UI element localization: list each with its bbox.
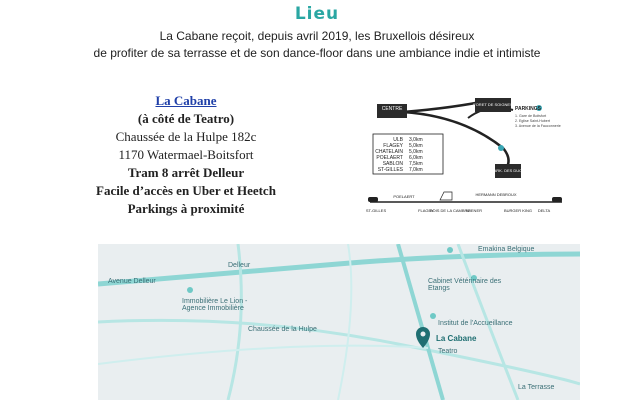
svg-text:7,0km: 7,0km [409,167,423,173]
map-label: Avenue Delleur [108,278,156,285]
car-icon [552,197,562,202]
venue-tram: Tram 8 arrêt Delleur [127,165,245,180]
forest-label: FORET DE SOIGNES [473,102,513,107]
destination-label: PARK. DES DUCS [491,168,525,173]
svg-text:3,0km: 3,0km [409,137,423,143]
svg-text:BURGER KING: BURGER KING [503,208,533,213]
svg-text:FLAGEY: FLAGEY [383,143,403,149]
page-title: Lieu [294,4,340,24]
map-label-venue: La Cabane [436,334,477,343]
svg-text:5,0km: 5,0km [409,143,423,149]
svg-text:ST-GILLES: ST-GILLES [377,167,403,173]
svg-text:SABLON: SABLON [382,161,403,167]
parking-2: 2. Eglise Saint-Hubert [515,119,550,123]
venue-parking: Parkings à proximité [127,201,245,216]
parking-1: 1. Gare de Boitsfort [515,114,547,118]
parking-title: PARKINGS [515,106,542,112]
svg-text:POELAERT: POELAERT [393,194,415,199]
svg-text:5,0km: 5,0km [409,149,423,155]
map-label: Teatro [438,348,458,355]
map-label: Immobilière Le Lion - Agence Immobilière [182,298,248,312]
intro-line-2: de profiter de sa terrasse et de son dance-floor dans une ambiance indie et intimiste [93,46,541,60]
svg-text:CHATELAIN: CHATELAIN [375,149,403,155]
venue-city: 1170 Watermael-Boitsfort [118,147,254,162]
svg-text:ULB: ULB [393,137,403,143]
intro-text [0,28,634,62]
map-label: Chaussée de la Hulpe [248,326,317,333]
svg-text:HERMANN DEBROUX: HERMANN DEBROUX [475,192,517,197]
parking-marker-icon [498,145,504,151]
cabane-icon [440,192,452,200]
svg-text:POELAERT: POELAERT [376,155,403,161]
venue-info [86,92,286,218]
svg-text:WIENER: WIENER [466,208,482,213]
svg-text:DELTA: DELTA [537,208,551,213]
svg-text:ST-GILLES: ST-GILLES [366,208,387,213]
map-label: Delleur [228,262,251,269]
map-label: Emakina Belgique [478,246,535,253]
svg-text:FLAGEY: FLAGEY [418,208,434,213]
parking-3: 3. Avenue de la Fauconnerie [515,124,561,128]
venue-access: Facile d’accès en Uber et Heetch [96,183,276,198]
tram-line-diagram [366,190,566,220]
map-label: Institut de l'Accueillance [438,320,513,327]
route-diagram [363,98,571,182]
map-label: Cabinet Vétérinaire des Etangs [428,278,502,292]
intro-line-1: La Cabane reçoit, depuis avril 2019, les Bruxellois désireux [159,29,475,43]
map-label: La Terrasse [518,384,555,391]
centre-label: CENTRE [381,106,403,112]
venue-note: (à côté de Teatro) [137,111,235,126]
venue-name-link[interactable]: La Cabane [155,93,217,108]
svg-text:6,0km: 6,0km [409,155,423,161]
street-map[interactable] [98,244,580,400]
svg-text:BOIS DE LA CAMBRE: BOIS DE LA CAMBRE [429,208,471,213]
svg-text:7,5km: 7,5km [409,161,423,167]
car-icon [368,197,378,202]
venue-street: Chaussée de la Hulpe 182c [115,129,257,144]
